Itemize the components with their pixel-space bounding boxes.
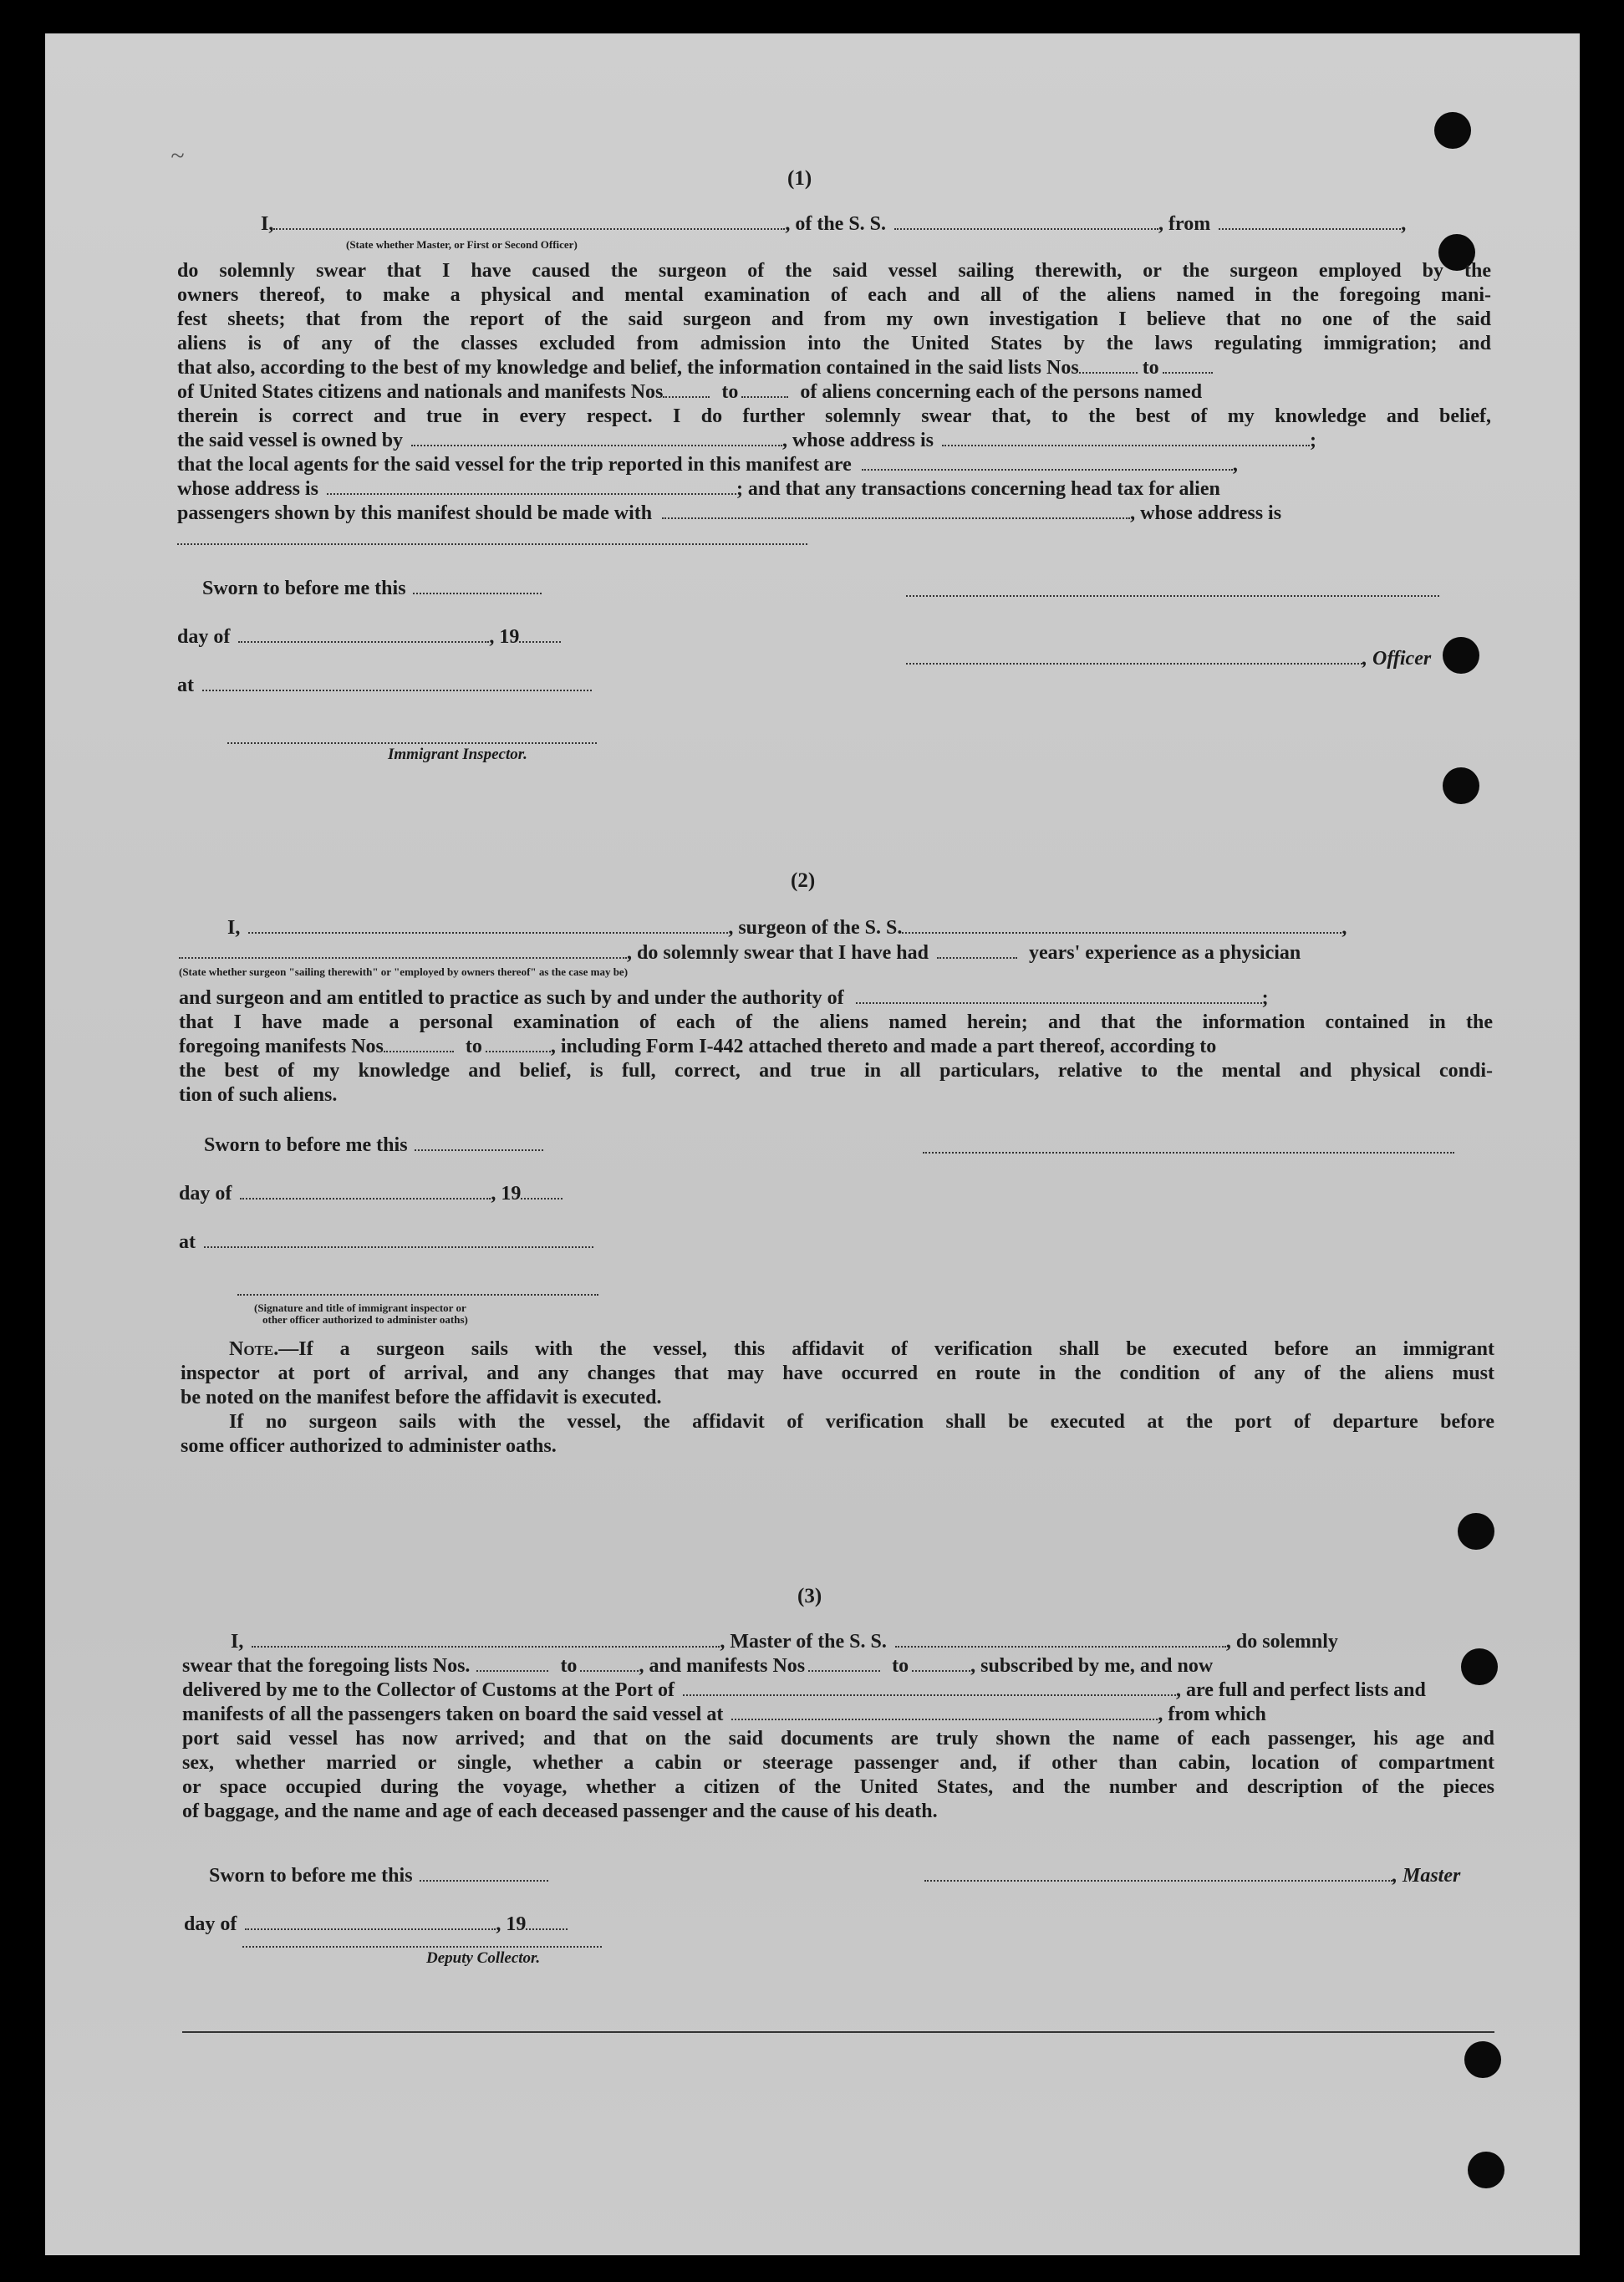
section-1-line-8: therein is correct and true in every respect. I do further solemnly swear that, to the best of my knowledge and belief, [177,405,1491,427]
section-2-line-5: foregoing manifests Nos to , including Form I-442 attached thereto and made a part thereof, according to [179,1036,1217,1057]
section-1-line-6: that also, according to the best of my knowledge and belief, the information contained in the said lists Nos to [177,356,1491,379]
section-1-officer: , Officer [906,647,1431,670]
section-2-inspector-signature-line [237,1292,598,1296]
document-page [45,33,1580,2255]
section-3-master: , Master [924,1864,1460,1887]
section-1-day: day of , 19 [177,625,561,649]
section-3-line-7: or space occupied during the voyage, whether a citizen of the United States, and the number and description of the pieces [182,1776,1494,1798]
section-2-line-2: , do solemnly swear that I have had years' experience as a physician [179,941,1493,965]
section-1-at: at [177,674,592,697]
section-1-line-10: that the local agents for the said vessel for the trip reported in this manifest are , [177,454,1238,476]
section-2-day: day of , 19 [179,1182,563,1205]
section-1-officer-signature-line [906,593,1439,597]
section-2-line-4: that I have made a personal examination of each of the aliens named herein; and that the information contained in the [179,1011,1493,1033]
section-3-line-6: sex, whether married or single, whether a cabin or steerage passenger and, if other than cabin, location of compartment [182,1752,1494,1774]
section-3-number: (3) [797,1585,822,1607]
section-2-sworn: Sworn to before me this [204,1133,543,1157]
section-2-sig-note-2: other officer authorized to administer oaths) [262,1313,468,1326]
section-3-collector-caption: Deputy Collector. [426,1949,541,1967]
section-3-line-2: swear that the foregoing lists Nos. to , and manifests Nos to , subscribed by me, and now [182,1655,1214,1677]
section-1-number: (1) [787,167,812,190]
section-3-line-8: of baggage, and the name and age of each deceased passenger and the cause of his death. [182,1801,938,1822]
punch-hole [1443,767,1479,804]
section-2-line-2-note: (State whether surgeon "sailing therewith" or "employed by owners thereof" as the case may be) [179,965,629,978]
section-1-line-9: the said vessel is owned by , whose address is ; [177,430,1316,451]
section-1-line-7: of United States citizens and nationals and manifests Nos to of aliens concerning each of the persons named [177,381,1203,403]
section-2-note-4: If no surgeon sails with the vessel, the affidavit of verification shall be executed at the port of departure before [229,1411,1494,1433]
section-1-line-2: do solemnly swear that I have caused the surgeon of the said vessel sailing therewith, or the surgeon employed by the [177,260,1491,282]
section-2-note-2: inspector at port of arrival, and any changes that may have occurred en route in the condition of any of the aliens must [181,1363,1494,1384]
punch-hole [1443,637,1479,674]
section-1-line-1-note: (State whether Master, or First or Second Officer) [346,238,578,251]
section-3-line-3: delivered by me to the Collector of Customs at the Port of , are full and perfect lists and [182,1679,1426,1701]
section-2-line-3: and surgeon and am entitled to practice as such by and under the authority of ; [179,987,1269,1009]
section-2-number: (2) [791,869,816,892]
section-2-note-1: Note.—If a surgeon sails with the vessel, this affidavit of verification shall be executed before an immigrant [229,1338,1494,1360]
section-1-line-4: fest sheets; that from the report of the said surgeon and from my own investigation I believe that no one of the said [177,308,1491,330]
punch-hole [1468,2152,1504,2188]
punch-hole [1458,1513,1494,1550]
pencil-mark: ~ [171,142,185,170]
section-1-inspector-caption: Immigrant Inspector. [388,746,527,763]
section-3-sworn: Sworn to before me this [209,1864,548,1887]
section-2-surgeon-signature-line [923,1150,1454,1154]
section-1-inspector-signature-line [227,741,597,744]
section-2-line-7: tion of such aliens. [179,1084,338,1106]
section-1-line-11: whose address is ; and that any transactions concerning head tax for alien [177,478,1220,500]
section-2-at: at [179,1230,593,1254]
bottom-rule [182,2031,1494,2033]
section-1-address-line [177,542,807,545]
section-3-day: day of , 19 [184,1913,568,1936]
section-2-line-6: the best of my knowledge and belief, is full, correct, and true in all particulars, relative to the mental and physical condi- [179,1060,1493,1082]
section-3-collector-signature-line [242,1944,602,1948]
section-1-sworn: Sworn to before me this [202,577,542,600]
section-2-note-5: some officer authorized to administer oaths. [181,1435,557,1457]
section-1-line-1: I, , of the S. S. , from , [261,213,1407,235]
punch-hole [1464,2041,1501,2078]
section-2-sig-note-1: (Signature and title of immigrant inspector or [254,1301,466,1314]
punch-hole [1434,112,1471,149]
section-3-line-4: manifests of all the passengers taken on board the said vessel at , from which [182,1704,1266,1725]
section-3-line-5: port said vessel has now arrived; and that on the said documents are truly shown the name of each passenger, his age and [182,1728,1494,1750]
section-1-line-5: aliens is of any of the classes excluded from admission into the United States by the laws regulating immigration; and [177,333,1491,354]
section-2-note-3: be noted on the manifest before the affidavit is executed. [181,1387,662,1408]
section-2-line-1: I, , surgeon of the S. S. , [227,917,1347,939]
section-1-line-3: owners thereof, to make a physical and mental examination of each and all of the aliens named in the foregoing mani- [177,284,1491,306]
section-3-line-1: I, , Master of the S. S. , do solemnly [231,1631,1338,1653]
section-1-line-12: passengers shown by this manifest should be made with , whose address is [177,502,1282,524]
